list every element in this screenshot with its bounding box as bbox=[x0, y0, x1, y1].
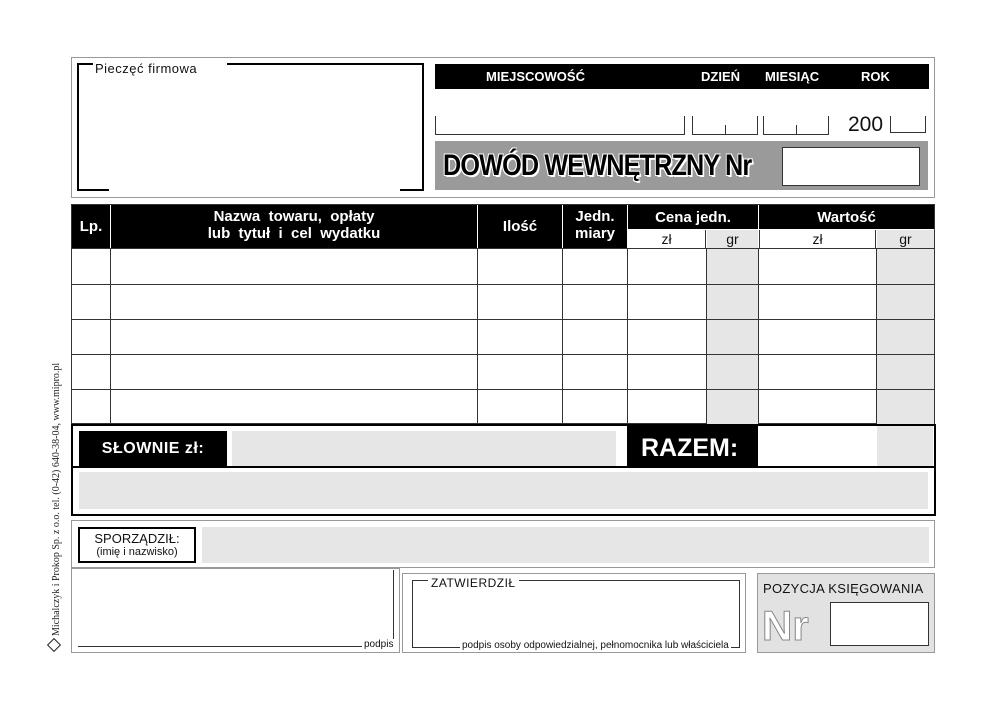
title-bar bbox=[435, 141, 928, 190]
price-gr-subheader: gr bbox=[707, 230, 758, 248]
words-field-line2[interactable] bbox=[79, 472, 928, 509]
total-gr-field[interactable] bbox=[877, 426, 933, 466]
date-header-bar bbox=[435, 64, 929, 89]
words-field-line1[interactable] bbox=[232, 431, 616, 467]
accounting-number-field[interactable] bbox=[830, 602, 929, 646]
prepared-sublabel: (imię i nazwisko) bbox=[96, 546, 178, 558]
year-field[interactable] bbox=[890, 116, 926, 133]
col-unit-header: Jedn. miary bbox=[563, 205, 627, 248]
prepared-name-field[interactable] bbox=[202, 527, 929, 563]
value-zl-subheader: zł bbox=[759, 230, 876, 248]
signature-label: podpis bbox=[364, 639, 394, 650]
signature-field[interactable] bbox=[78, 570, 394, 647]
col-lp-header: Lp. bbox=[72, 205, 110, 248]
price-gr-column bbox=[707, 249, 758, 424]
year-prefix: 200 bbox=[848, 113, 884, 136]
col-qty-header: Ilość bbox=[478, 205, 562, 248]
document-title: DOWÓD WEWNĘTRZNY Nr bbox=[443, 149, 752, 182]
total-zl-field[interactable] bbox=[759, 426, 876, 466]
accounting-nr: Nr bbox=[762, 602, 809, 649]
document-number-field[interactable] bbox=[782, 147, 920, 186]
accounting-box bbox=[757, 573, 935, 653]
publisher-logo-icon bbox=[47, 638, 61, 652]
price-zl-subheader: zł bbox=[628, 230, 706, 248]
place-label: MIEJSCOWOŚĆ bbox=[486, 69, 585, 84]
month-label: MIESIĄC bbox=[765, 69, 820, 84]
table-row[interactable] bbox=[72, 284, 934, 285]
col-price-header: Cena jedn. bbox=[628, 205, 758, 229]
year-label: ROK bbox=[861, 69, 890, 84]
stamp-box[interactable] bbox=[77, 63, 424, 191]
table-row[interactable] bbox=[72, 389, 934, 390]
table-row[interactable] bbox=[72, 319, 934, 320]
day-label: DZIEŃ bbox=[701, 69, 740, 84]
table-row[interactable] bbox=[72, 354, 934, 355]
publisher-note: Michalczyk i Prokop Sp. z o.o. tel. (0-42) 640-38-04, www.mipro.pl bbox=[49, 290, 63, 650]
month-field[interactable] bbox=[763, 116, 829, 135]
approved-label: ZATWIERDZIŁ bbox=[428, 576, 519, 590]
stamp-label: Pieczęć firmowa bbox=[95, 61, 198, 76]
prepared-label-box bbox=[78, 527, 196, 563]
value-gr-column bbox=[877, 249, 934, 424]
approved-field[interactable] bbox=[412, 580, 740, 648]
accounting-label: POZYCJA KSIĘGOWANIA bbox=[763, 581, 924, 596]
total-label: RAZEM: bbox=[627, 426, 758, 467]
col-value-header: Wartość bbox=[759, 205, 934, 229]
prepared-label: SPORZĄDZIŁ: bbox=[94, 531, 180, 546]
value-gr-subheader: gr bbox=[877, 230, 934, 248]
approved-sublabel: podpis osoby odpowiedzialnej, pełnomocnika lub właściciela bbox=[462, 640, 729, 651]
col-name-header: Nazwa towaru, opłaty lub tytuł i cel wydatku bbox=[111, 205, 477, 248]
day-field[interactable] bbox=[692, 116, 758, 135]
words-label: SŁOWNIE zł: bbox=[79, 431, 227, 467]
place-field[interactable] bbox=[435, 116, 685, 135]
